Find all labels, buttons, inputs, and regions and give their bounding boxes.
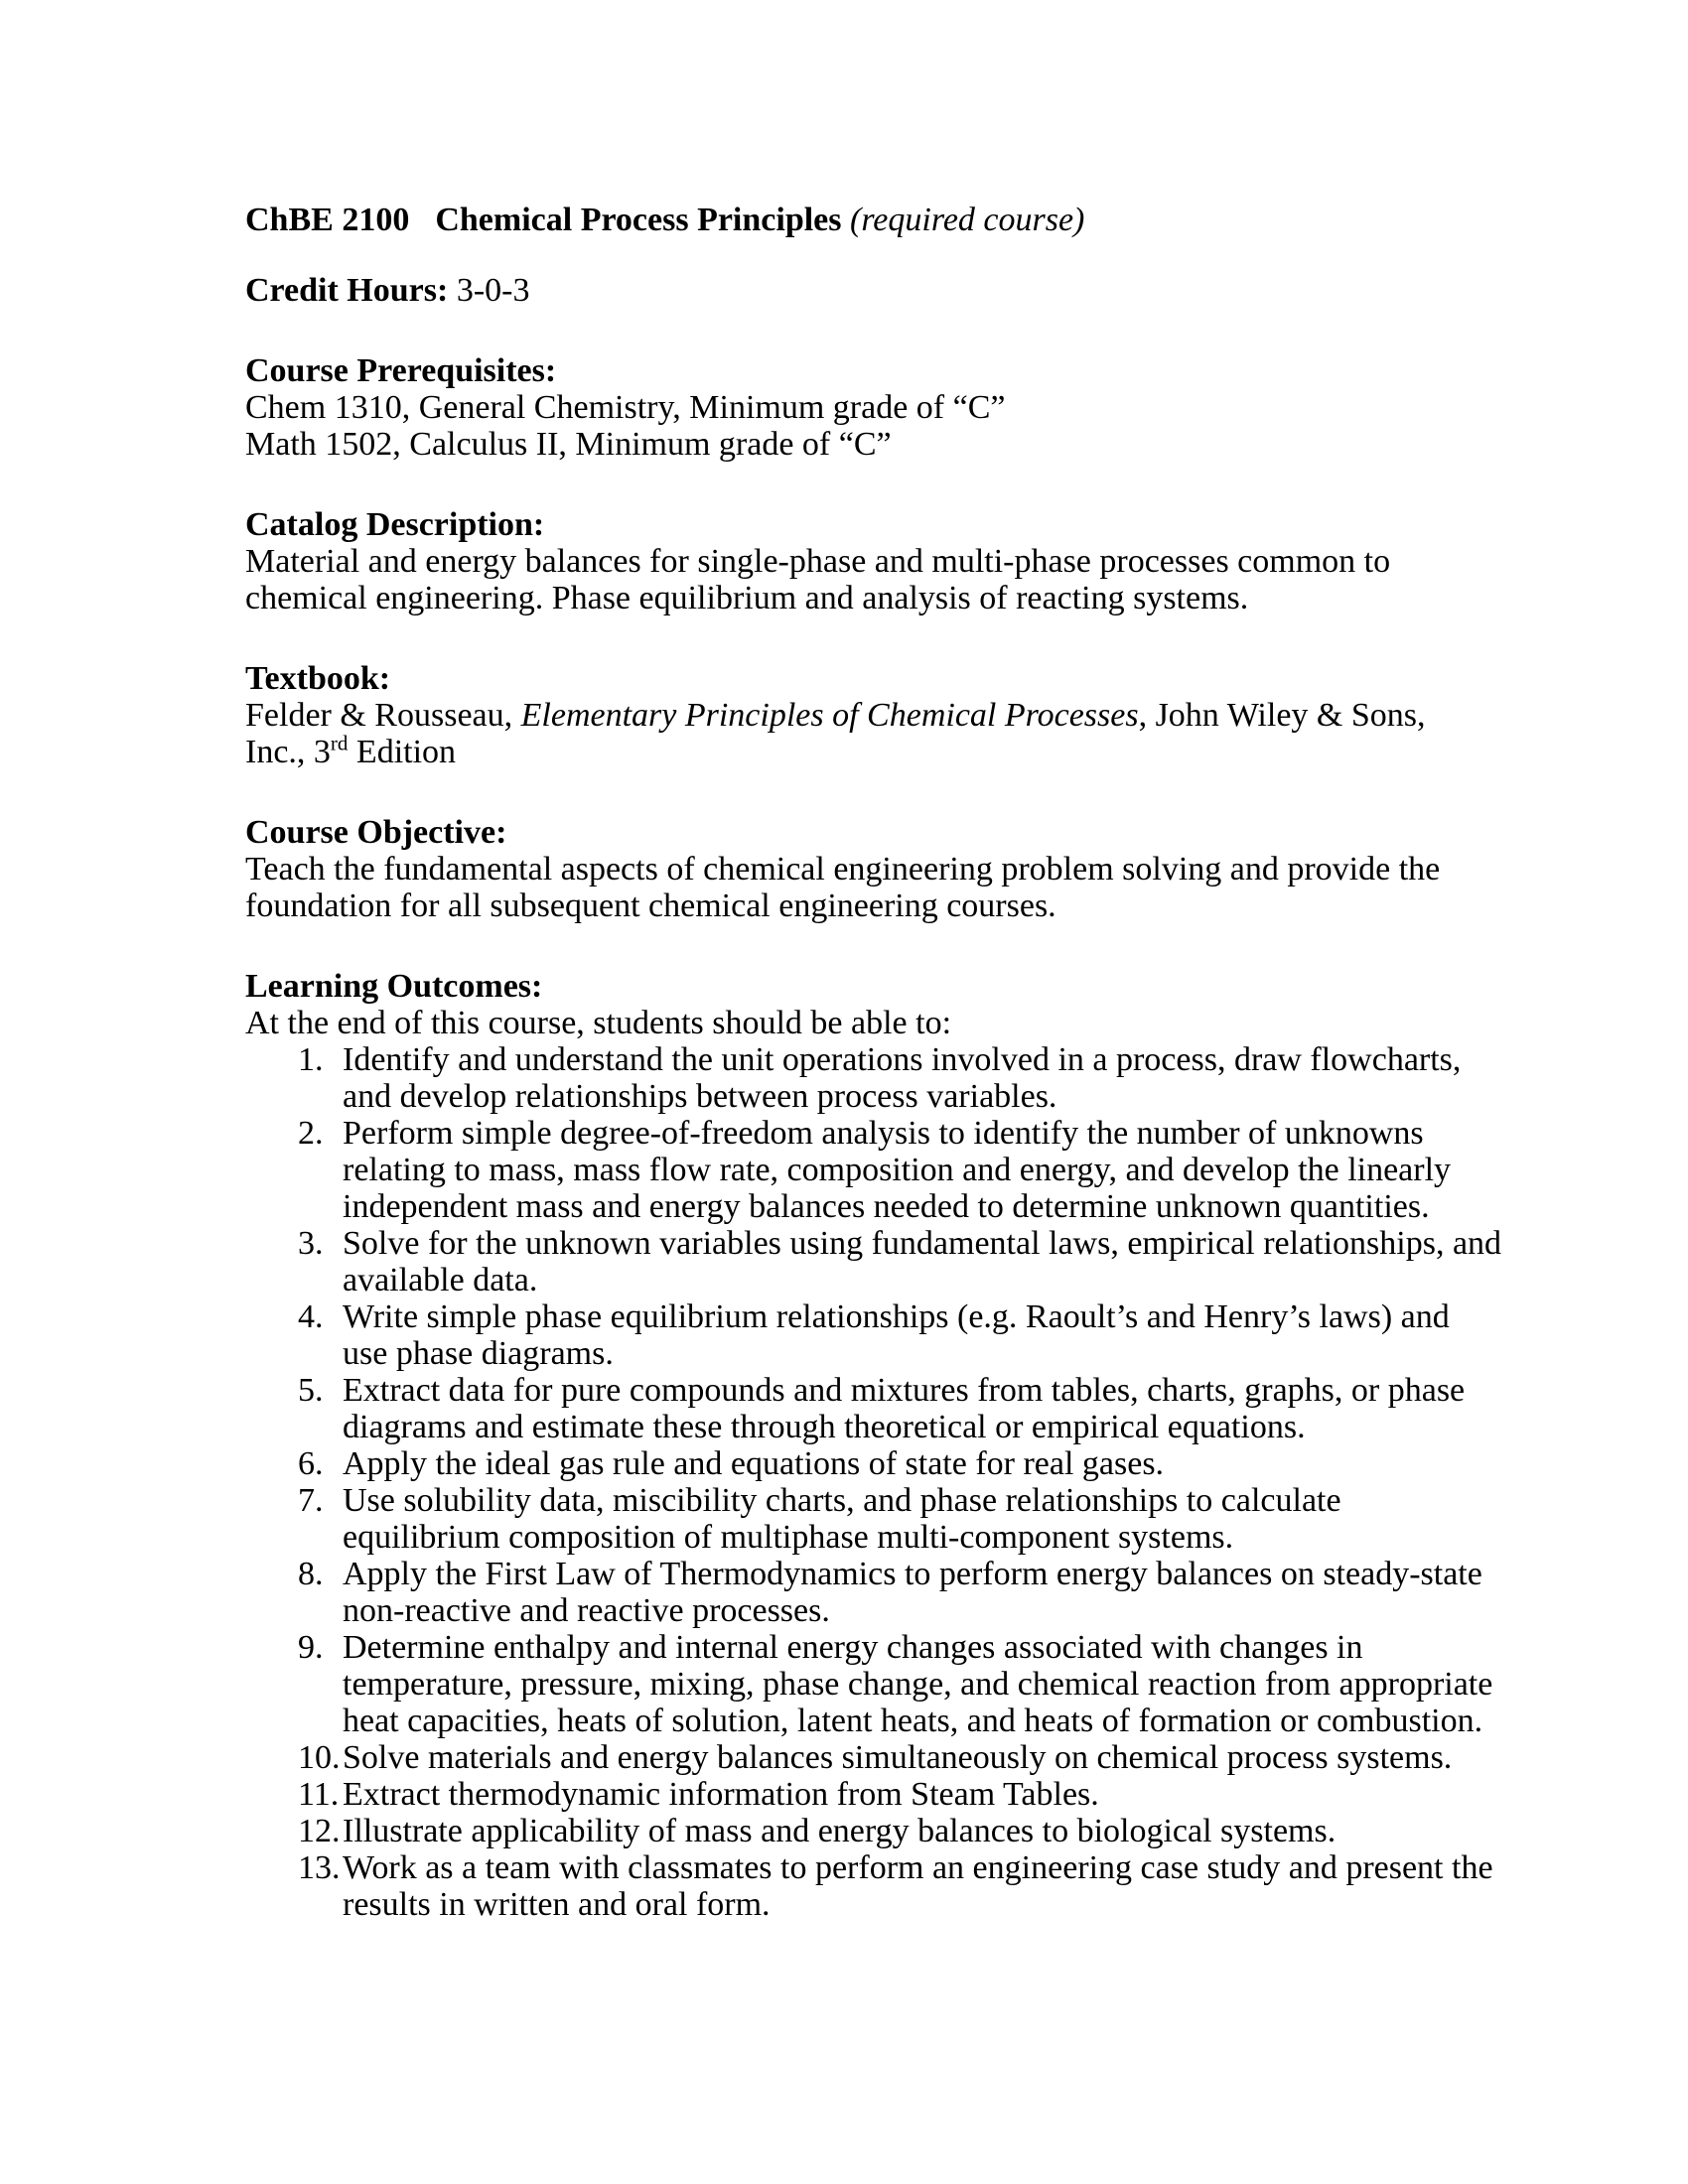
- outcome-number: 6.: [298, 1445, 324, 1482]
- outcome-text: [343, 1813, 1443, 1849]
- text-line: Identify and understand the unit operations involved in a process, draw flowcharts,: [343, 1041, 1462, 1078]
- outcome-item: [245, 1372, 1466, 1445]
- outcome-item: [245, 1225, 1502, 1298]
- text-line: use phase diagrams.: [343, 1335, 614, 1372]
- text-line: relating to mass, mass flow rate, composition and energy, and develop the linearly: [343, 1152, 1452, 1188]
- outcome-number: 1.: [298, 1041, 324, 1078]
- textbook-edition-ordinal: rd: [330, 731, 349, 755]
- textbook-heading: Textbook:: [245, 660, 391, 697]
- text-line: Solve for the unknown variables using fundamental laws, empirical relationships, and: [343, 1225, 1502, 1262]
- text-line: Perform simple degree-of-freedom analysis to identify the number of unknowns: [343, 1115, 1424, 1152]
- outcome-number: 11.: [298, 1776, 340, 1813]
- text-line: Material and energy balances for single-phase and multi-phase processes common to: [245, 543, 1391, 580]
- section-textbook: [245, 660, 1443, 770]
- outcome-number: 3.: [298, 1225, 324, 1262]
- outcome-text: [343, 1849, 1493, 1923]
- section-course-objective: [245, 814, 1443, 924]
- text-line: Teach the fundamental aspects of chemical engineering problem solving and provide the: [245, 851, 1441, 887]
- outcome-number: 9.: [298, 1629, 324, 1666]
- outcome-number: 5.: [298, 1372, 324, 1409]
- outcome-text: [343, 1041, 1462, 1115]
- outcome-number: 13.: [298, 1849, 341, 1886]
- text-line: equilibrium composition of multiphase multi-component systems.: [343, 1519, 1234, 1556]
- document-body: [245, 202, 1502, 1923]
- text-line: and develop relationships between process variables.: [343, 1078, 1057, 1115]
- course-code: ChBE 2100: [245, 202, 410, 238]
- credit-hours-line: [245, 272, 1443, 309]
- section-learning-outcomes: [245, 968, 1502, 1923]
- section-catalog-description: [245, 506, 1443, 616]
- learning-outcomes-list: [245, 1041, 1502, 1923]
- outcome-text: [343, 1298, 1450, 1372]
- outcome-text: [343, 1372, 1466, 1445]
- textbook-edition-prefix: Inc., 3: [245, 734, 331, 770]
- textbook-line-1: [245, 697, 1443, 734]
- course-qualifier: (required course): [850, 202, 1085, 238]
- outcome-number: 8.: [298, 1556, 324, 1592]
- outcome-text: [343, 1445, 1443, 1482]
- prerequisites-lines: [245, 389, 1443, 463]
- text-line: Determine enthalpy and internal energy changes associated with changes in: [343, 1629, 1363, 1666]
- outcome-item: [245, 1629, 1493, 1739]
- text-line: Write simple phase equilibrium relationships (e.g. Raoult’s and Henry’s laws) and: [343, 1298, 1450, 1335]
- text-line: Solve materials and energy balances simultaneously on chemical process systems.: [343, 1739, 1453, 1776]
- textbook-book-title: Elementary Principles of Chemical Processes: [520, 697, 1139, 734]
- outcome-item: [245, 1041, 1462, 1115]
- text-line: available data.: [343, 1262, 538, 1298]
- outcome-text: [343, 1115, 1452, 1225]
- text-line: Extract thermodynamic information from Steam Tables.: [343, 1776, 1099, 1813]
- text-line: diagrams and estimate these through theoretical or empirical equations.: [343, 1409, 1306, 1445]
- learning-outcomes-intro: At the end of this course, students should be able to:: [245, 1005, 952, 1041]
- text-line: Work as a team with classmates to perform an engineering case study and present the: [343, 1849, 1493, 1886]
- outcome-number: 7.: [298, 1482, 324, 1519]
- text-line: Apply the First Law of Thermodynamics to perform energy balances on steady-state: [343, 1556, 1482, 1592]
- text-line: heat capacities, heats of solution, latent heats, and heats of formation or combustion.: [343, 1703, 1483, 1739]
- outcome-item: [245, 1556, 1482, 1629]
- outcome-item: [245, 1115, 1452, 1225]
- text-line: Extract data for pure compounds and mixtures from tables, charts, graphs, or phase: [343, 1372, 1466, 1409]
- text-line: independent mass and energy balances needed to determine unknown quantities.: [343, 1188, 1430, 1225]
- outcome-item: [245, 1776, 1443, 1813]
- outcome-item: [245, 1849, 1493, 1923]
- course-title-line: [245, 202, 1443, 238]
- outcome-text: [343, 1739, 1453, 1776]
- catalog-description-lines: [245, 543, 1443, 616]
- text-line: non-reactive and reactive processes.: [343, 1592, 830, 1629]
- course-objective-lines: [245, 851, 1443, 924]
- credit-hours-value: 3-0-3: [456, 272, 530, 309]
- text-line: results in written and oral form.: [343, 1886, 771, 1923]
- outcome-number: 4.: [298, 1298, 324, 1335]
- outcome-item: [245, 1298, 1450, 1372]
- section-prerequisites: [245, 352, 1443, 463]
- course-objective-heading: Course Objective:: [245, 814, 507, 851]
- textbook-edition-suffix: Edition: [348, 734, 457, 770]
- textbook-publisher: , John Wiley & Sons,: [1138, 697, 1426, 734]
- outcome-number: 12.: [298, 1813, 341, 1849]
- catalog-description-heading: Catalog Description:: [245, 506, 545, 543]
- outcome-text: [343, 1225, 1502, 1298]
- text-line: Chem 1310, General Chemistry, Minimum grade of “C”: [245, 389, 1006, 426]
- text-line: temperature, pressure, mixing, phase change, and chemical reaction from appropriate: [343, 1666, 1493, 1703]
- text-line: foundation for all subsequent chemical engineering courses.: [245, 887, 1056, 924]
- credit-hours-label: Credit Hours:: [245, 272, 449, 309]
- outcome-number: 2.: [298, 1115, 324, 1152]
- outcome-text: [343, 1482, 1443, 1556]
- course-name: Chemical Process Principles: [435, 202, 842, 238]
- textbook-line-2: [245, 731, 1443, 770]
- outcome-text: [343, 1629, 1493, 1739]
- text-line: Apply the ideal gas rule and equations of state for real gases.: [343, 1445, 1165, 1482]
- outcome-number: 10.: [298, 1739, 341, 1776]
- outcome-item: [245, 1739, 1453, 1776]
- text-line: Illustrate applicability of mass and energy balances to biological systems.: [343, 1813, 1336, 1849]
- learning-outcomes-heading: Learning Outcomes:: [245, 968, 543, 1005]
- outcome-text: [343, 1776, 1443, 1813]
- outcome-item: [245, 1482, 1443, 1556]
- text-line: Use solubility data, miscibility charts, and phase relationships to calculate: [343, 1482, 1341, 1519]
- text-line: Math 1502, Calculus II, Minimum grade of “C”: [245, 426, 892, 463]
- outcome-item: [245, 1813, 1443, 1849]
- outcome-item: [245, 1445, 1443, 1482]
- textbook-authors: Felder & Rousseau,: [245, 697, 521, 734]
- prerequisites-heading: Course Prerequisites:: [245, 352, 557, 389]
- outcome-text: [343, 1556, 1482, 1629]
- text-line: chemical engineering. Phase equilibrium and analysis of reacting systems.: [245, 580, 1249, 616]
